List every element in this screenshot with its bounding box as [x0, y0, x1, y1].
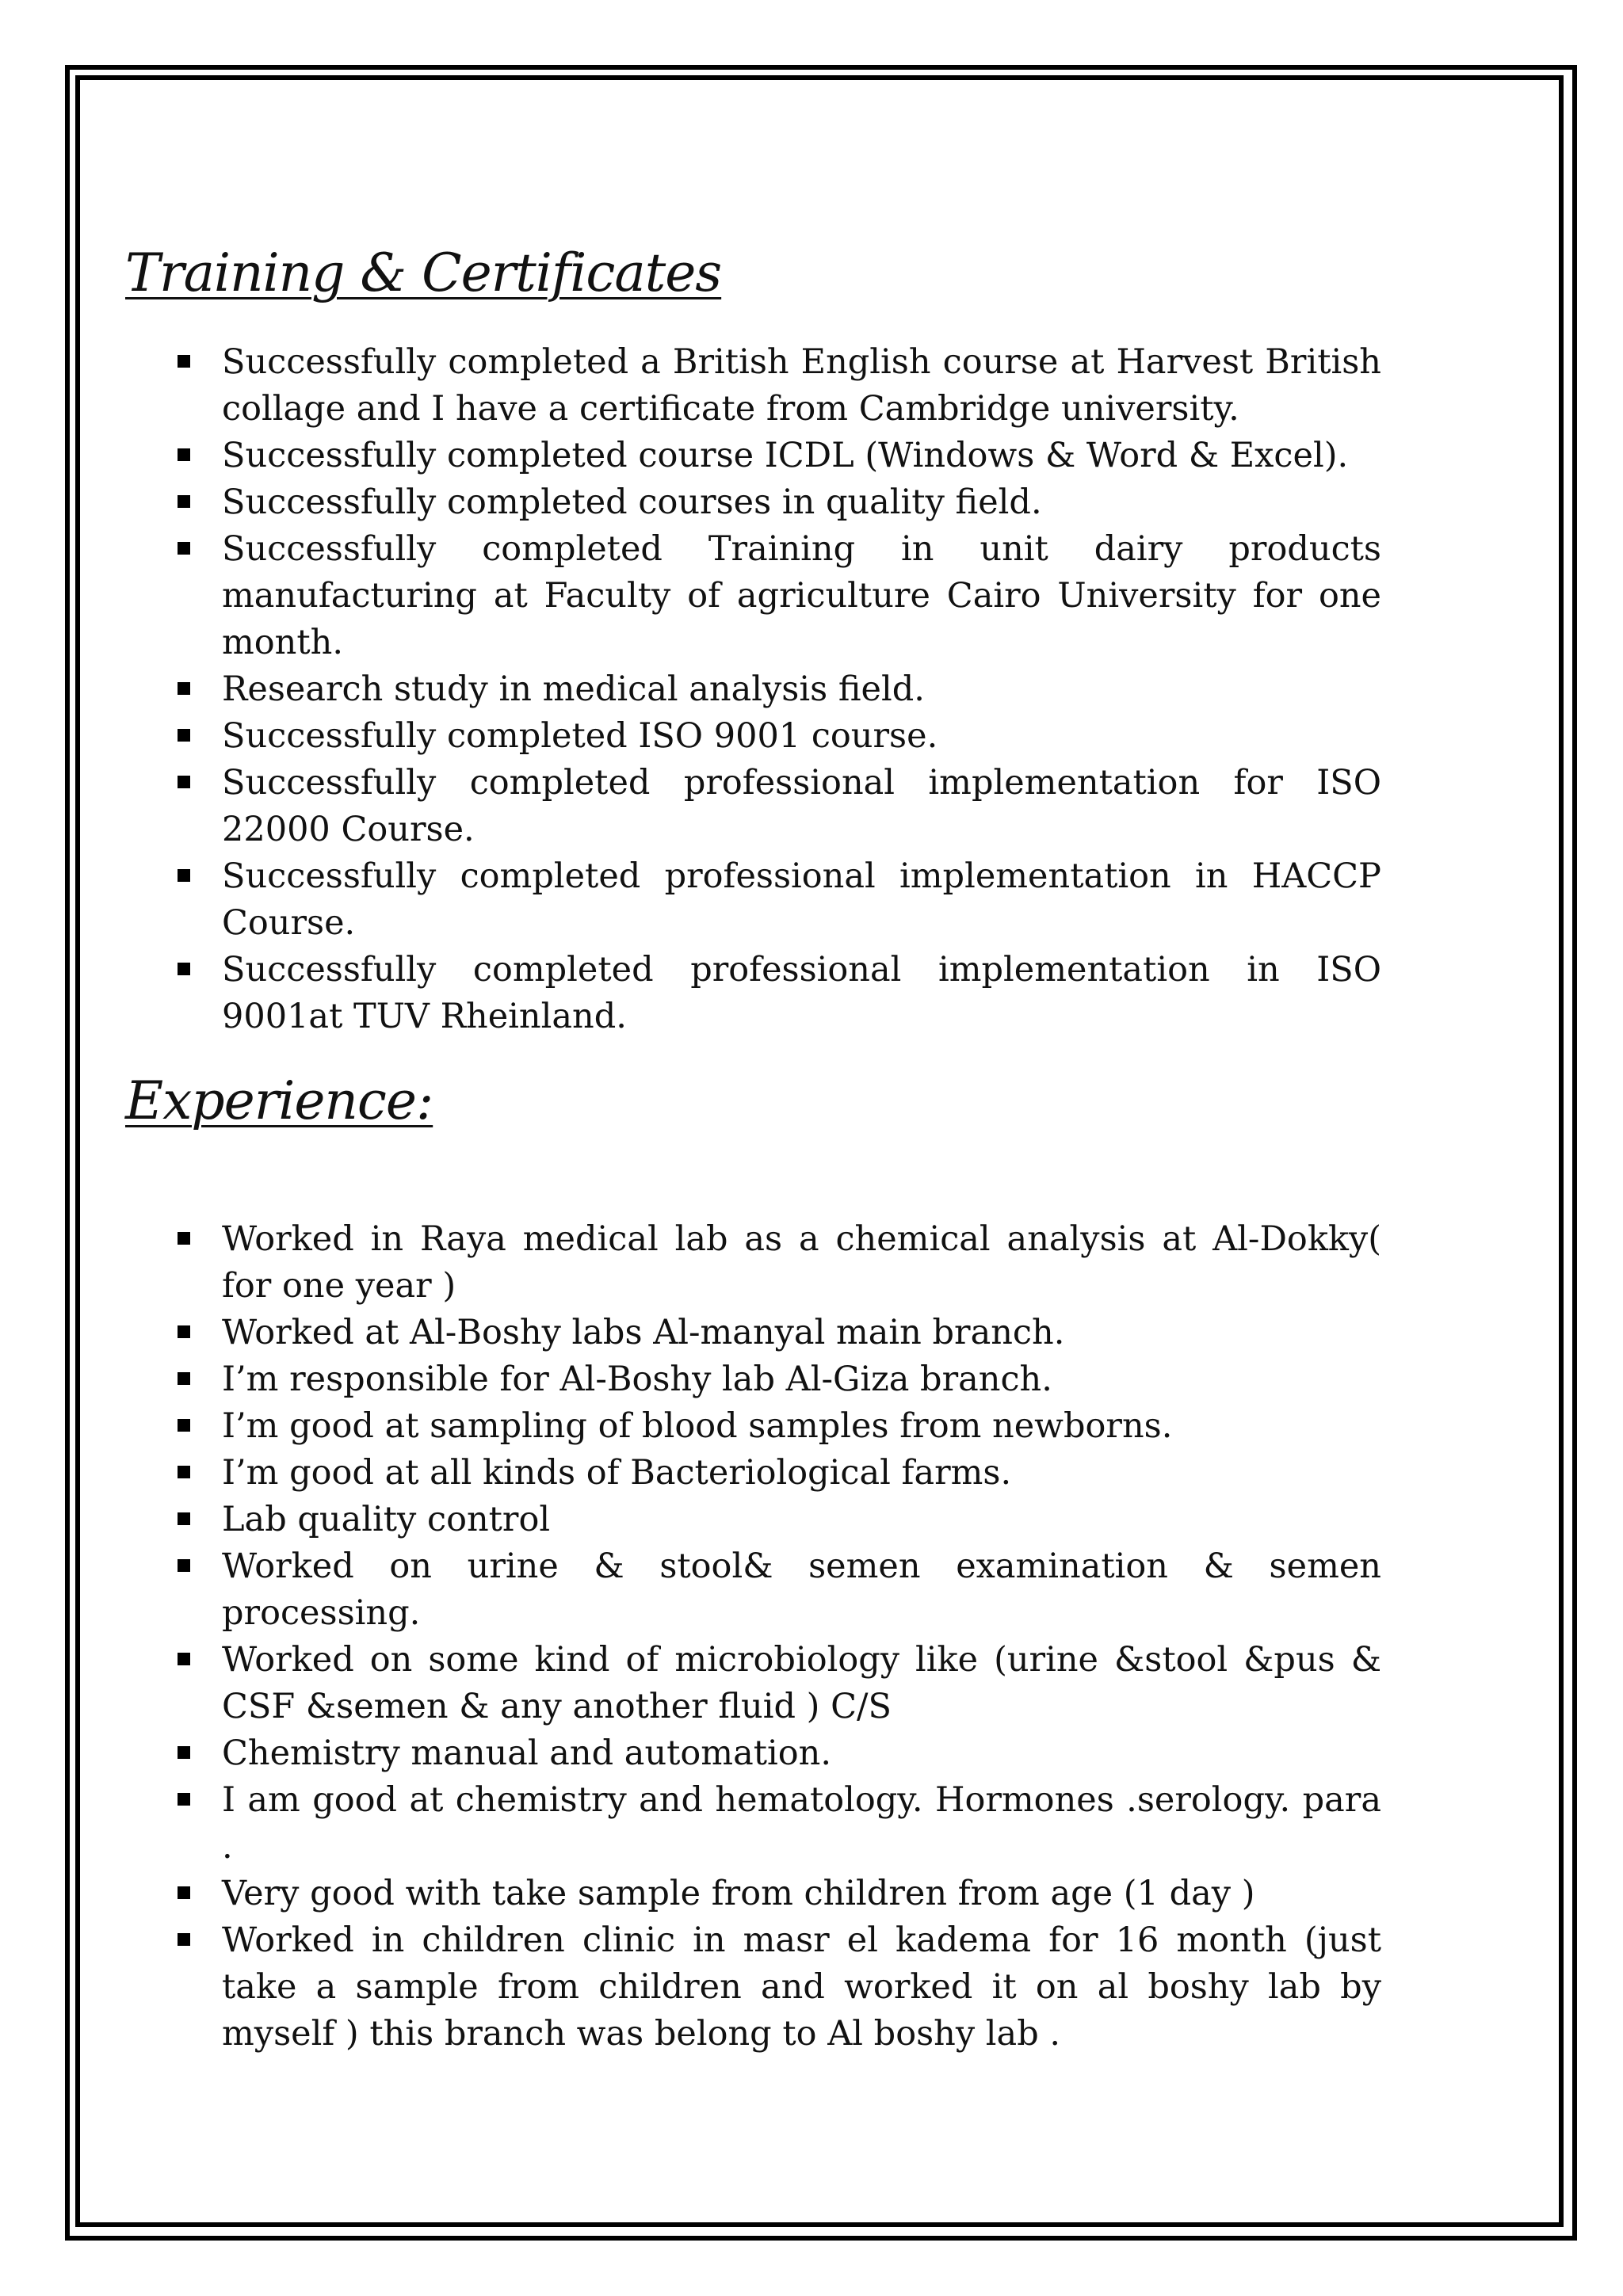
- square-bullet-icon: [178, 1232, 190, 1245]
- square-bullet-icon: [178, 776, 190, 788]
- square-bullet-icon: [178, 1419, 190, 1432]
- square-bullet-icon: [178, 1793, 190, 1806]
- experience-item: Worked in Raya medical lab as a chemical analysis at Al-Dokky( for one year ): [222, 1216, 1381, 1310]
- experience-item: I’m good at sampling of blood samples from newborns.: [222, 1403, 1381, 1450]
- training-item: Successfully completed professional implementation in HACCP Course.: [222, 853, 1381, 947]
- experience-item: Very good with take sample from children from age (1 day ): [222, 1871, 1381, 1917]
- square-bullet-icon: [178, 1746, 190, 1759]
- training-item: Successfully completed a British English course at Harvest British collage and I have a certificate from Cambridge university.: [222, 339, 1381, 433]
- square-bullet-icon: [178, 542, 190, 555]
- training-list: [0, 339, 1381, 1040]
- training-item: Successfully completed ISO 9001 course.: [222, 713, 1381, 760]
- experience-list: [0, 1216, 1381, 2058]
- square-bullet-icon: [178, 1372, 190, 1385]
- square-bullet-icon: [178, 355, 190, 368]
- experience-item: Worked on some kind of microbiology like (urine &stool &pus & CSF &semen & any another fluid ) C/S: [222, 1637, 1381, 1730]
- square-bullet-icon: [178, 1512, 190, 1525]
- training-item: Successfully completed Training in unit dairy products manufacturing at Faculty of agriculture Cairo University for one month.: [222, 526, 1381, 666]
- training-item: Successfully completed professional implementation for ISO 22000 Course.: [222, 760, 1381, 853]
- training-heading: Training & Certificates: [125, 242, 722, 303]
- square-bullet-icon: [178, 448, 190, 461]
- training-item: Research study in medical analysis field.: [222, 666, 1381, 713]
- experience-item: Worked at Al-Boshy labs Al-manyal main branch.: [222, 1310, 1381, 1356]
- experience-item: Worked on urine & stool& semen examination & semen processing.: [222, 1543, 1381, 1637]
- experience-item: I’m responsible for Al-Boshy lab Al-Giza branch.: [222, 1356, 1381, 1403]
- experience-item: I’m good at all kinds of Bacteriological farms.: [222, 1450, 1381, 1497]
- experience-heading: Experience:: [125, 1070, 433, 1131]
- experience-item: Worked in children clinic in masr el kadema for 16 month (just take a sample from children and worked it on al boshy lab by myself ) this branch was belong to Al boshy lab .: [222, 1917, 1381, 2058]
- square-bullet-icon: [178, 1325, 190, 1338]
- experience-item: Chemistry manual and automation.: [222, 1730, 1381, 1777]
- training-item: Successfully completed courses in quality field.: [222, 479, 1381, 526]
- training-item: Successfully completed professional implementation in ISO 9001at TUV Rheinland.: [222, 947, 1381, 1040]
- square-bullet-icon: [178, 729, 190, 742]
- square-bullet-icon: [178, 869, 190, 882]
- square-bullet-icon: [178, 1886, 190, 1899]
- square-bullet-icon: [178, 495, 190, 508]
- square-bullet-icon: [178, 1559, 190, 1572]
- square-bullet-icon: [178, 963, 190, 975]
- square-bullet-icon: [178, 1653, 190, 1665]
- square-bullet-icon: [178, 1933, 190, 1946]
- square-bullet-icon: [178, 1466, 190, 1478]
- experience-item: Lab quality control: [222, 1497, 1381, 1543]
- training-item: Successfully completed course ICDL (Windows & Word & Excel).: [222, 433, 1381, 479]
- experience-item: I am good at chemistry and hematology. Hormones .serology. para .: [222, 1777, 1381, 1871]
- square-bullet-icon: [178, 682, 190, 695]
